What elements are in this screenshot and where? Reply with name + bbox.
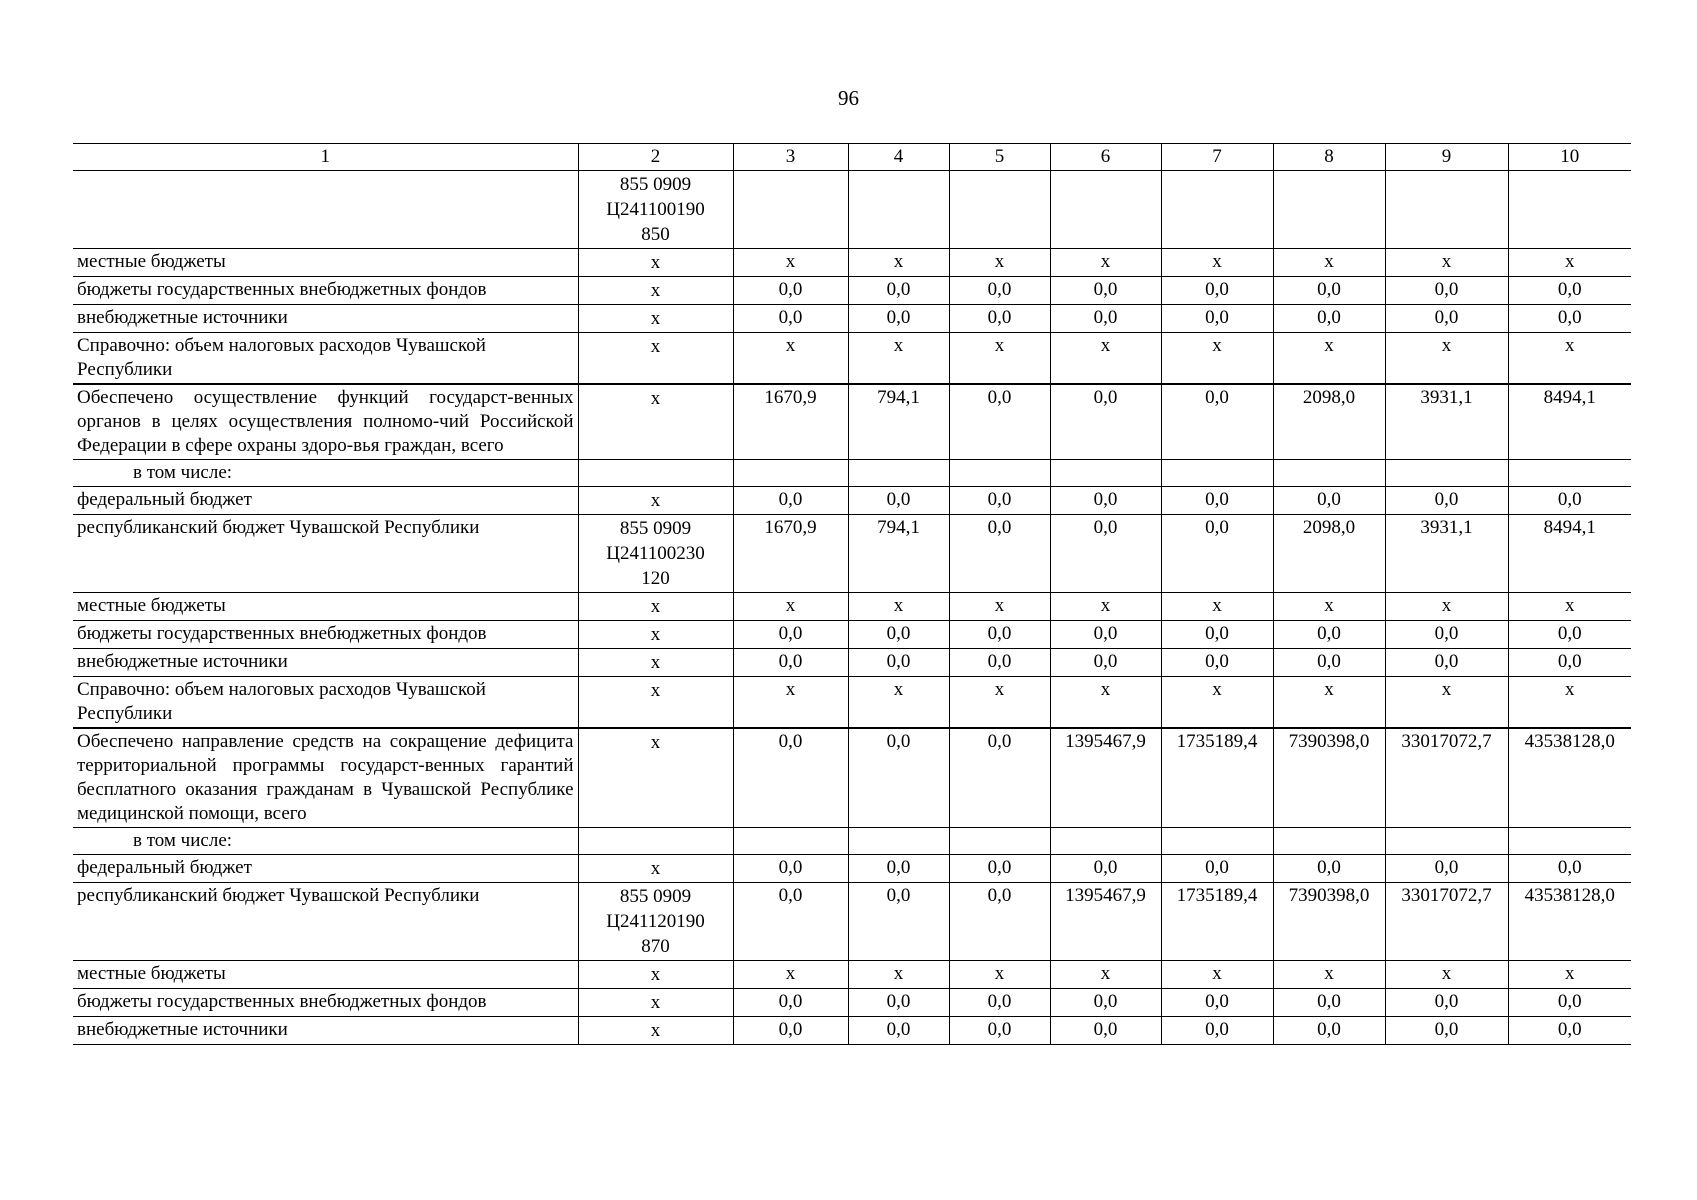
value-cell: 0,0 (1508, 649, 1631, 677)
budget-code: x (578, 384, 733, 460)
value-cell: 0,0 (733, 989, 848, 1017)
value-cell: x (949, 249, 1050, 277)
value-cell: 0,0 (949, 989, 1050, 1017)
row-label: бюджеты государственных внебюджетных фондов (73, 989, 578, 1017)
value-cell: 0,0 (733, 883, 848, 961)
value-cell: 0,0 (1161, 305, 1273, 333)
value-cell: 1670,9 (733, 515, 848, 593)
table-body (73, 144, 1631, 1045)
value-cell: 0,0 (733, 277, 848, 305)
column-header: 8 (1273, 144, 1385, 171)
value-cell: 0,0 (1508, 305, 1631, 333)
table-row (73, 649, 1631, 677)
value-cell: x (848, 333, 949, 385)
budget-code: x (578, 487, 733, 515)
value-cell: 0,0 (1050, 1017, 1161, 1045)
value-cell: 3931,1 (1385, 384, 1508, 460)
budget-code: x (578, 989, 733, 1017)
table-row (73, 593, 1631, 621)
value-cell: x (733, 593, 848, 621)
row-label: внебюджетные источники (73, 649, 578, 677)
value-cell (733, 171, 848, 249)
value-cell: 0,0 (1273, 487, 1385, 515)
row-label: местные бюджеты (73, 593, 578, 621)
value-cell (848, 828, 949, 855)
value-cell: x (1161, 961, 1273, 989)
value-cell: x (1161, 593, 1273, 621)
value-cell: 0,0 (1161, 1017, 1273, 1045)
value-cell (1050, 171, 1161, 249)
row-label: федеральный бюджет (73, 855, 578, 883)
value-cell: x (733, 677, 848, 729)
value-cell (1385, 171, 1508, 249)
value-cell (848, 171, 949, 249)
value-cell: x (1508, 333, 1631, 385)
table-row (73, 384, 1631, 460)
value-cell: 0,0 (733, 855, 848, 883)
table-row (73, 677, 1631, 729)
value-cell: 0,0 (949, 621, 1050, 649)
value-cell: 0,0 (949, 1017, 1050, 1045)
value-cell: 0,0 (949, 649, 1050, 677)
value-cell: 0,0 (1161, 989, 1273, 1017)
value-cell (1385, 828, 1508, 855)
table-row (73, 171, 1631, 249)
budget-code: x (578, 593, 733, 621)
value-cell: x (733, 249, 848, 277)
value-cell: x (1385, 961, 1508, 989)
value-cell: 0,0 (1508, 1017, 1631, 1045)
value-cell (848, 460, 949, 487)
value-cell (949, 171, 1050, 249)
value-cell: x (1273, 961, 1385, 989)
value-cell (1273, 828, 1385, 855)
value-cell: 0,0 (733, 487, 848, 515)
budget-code: x (578, 1017, 733, 1045)
budget-code: 855 0909 Ц241100230 120 (578, 515, 733, 593)
value-cell: 0,0 (1050, 515, 1161, 593)
value-cell: 0,0 (1273, 855, 1385, 883)
value-cell: x (1385, 677, 1508, 729)
column-header: 3 (733, 144, 848, 171)
value-cell: 0,0 (1385, 621, 1508, 649)
budget-code (578, 828, 733, 855)
value-cell: 0,0 (733, 305, 848, 333)
page-number: 96 (838, 86, 859, 110)
value-cell (1161, 828, 1273, 855)
budget-code: x (578, 961, 733, 989)
table-row (73, 621, 1631, 649)
value-cell: 8494,1 (1508, 515, 1631, 593)
value-cell (1508, 828, 1631, 855)
value-cell (733, 460, 848, 487)
budget-code: 855 0909 Ц241100190 850 (578, 171, 733, 249)
value-cell: 0,0 (949, 855, 1050, 883)
value-cell: 0,0 (1161, 277, 1273, 305)
value-cell: 0,0 (1273, 649, 1385, 677)
budget-code: x (578, 305, 733, 333)
value-cell: x (848, 677, 949, 729)
budget-table (73, 143, 1631, 1045)
value-cell: 33017072,7 (1385, 883, 1508, 961)
value-cell: 0,0 (1161, 855, 1273, 883)
budget-code: x (578, 249, 733, 277)
value-cell: x (1050, 593, 1161, 621)
value-cell: 0,0 (1385, 855, 1508, 883)
value-cell: x (949, 593, 1050, 621)
value-cell: x (1508, 961, 1631, 989)
table-row (73, 961, 1631, 989)
value-cell: x (1050, 961, 1161, 989)
row-label: внебюджетные источники (73, 305, 578, 333)
value-cell: 0,0 (1508, 277, 1631, 305)
value-cell: 0,0 (848, 989, 949, 1017)
value-cell: 0,0 (848, 855, 949, 883)
value-cell: x (733, 961, 848, 989)
value-cell: 0,0 (1050, 649, 1161, 677)
header-row (73, 144, 1631, 171)
value-cell: x (949, 677, 1050, 729)
value-cell (1050, 828, 1161, 855)
row-label: федеральный бюджет (73, 487, 578, 515)
value-cell: 0,0 (1508, 487, 1631, 515)
table-row (73, 828, 1631, 855)
row-label: бюджеты государственных внебюджетных фондов (73, 621, 578, 649)
value-cell: 0,0 (1050, 384, 1161, 460)
value-cell: 2098,0 (1273, 515, 1385, 593)
value-cell: x (1385, 249, 1508, 277)
budget-code (578, 460, 733, 487)
value-cell (1508, 171, 1631, 249)
value-cell: 0,0 (1385, 305, 1508, 333)
table-row (73, 460, 1631, 487)
value-cell: 0,0 (1273, 1017, 1385, 1045)
row-label: Обеспечено направление средств на сокращение дефицита территориальной программы государст-венных гарантий бесплатного оказания гражданам в Чувашской Республике медицинской помощи, всего (73, 728, 578, 828)
value-cell: 0,0 (733, 1017, 848, 1045)
value-cell (1161, 460, 1273, 487)
value-cell: 0,0 (1385, 277, 1508, 305)
value-cell: 7390398,0 (1273, 883, 1385, 961)
value-cell: x (1273, 677, 1385, 729)
budget-code: x (578, 855, 733, 883)
value-cell: 8494,1 (1508, 384, 1631, 460)
value-cell: 0,0 (1273, 305, 1385, 333)
value-cell: 0,0 (1508, 621, 1631, 649)
value-cell: 0,0 (949, 728, 1050, 828)
value-cell: 0,0 (848, 305, 949, 333)
value-cell: 0,0 (1508, 989, 1631, 1017)
value-cell: 33017072,7 (1385, 728, 1508, 828)
row-label: Справочно: объем налоговых расходов Чувашской Республики (73, 677, 578, 729)
value-cell: 0,0 (949, 277, 1050, 305)
value-cell: x (1385, 593, 1508, 621)
value-cell: 0,0 (1050, 855, 1161, 883)
column-header: 9 (1385, 144, 1508, 171)
value-cell: 0,0 (733, 728, 848, 828)
column-header: 5 (949, 144, 1050, 171)
value-cell: 0,0 (733, 649, 848, 677)
value-cell: x (848, 593, 949, 621)
value-cell (1385, 460, 1508, 487)
value-cell: x (1273, 333, 1385, 385)
column-header: 7 (1161, 144, 1273, 171)
row-label: местные бюджеты (73, 961, 578, 989)
value-cell: x (1273, 249, 1385, 277)
value-cell: 794,1 (848, 384, 949, 460)
row-label: республиканский бюджет Чувашской Республики (73, 883, 578, 961)
value-cell: 0,0 (1050, 277, 1161, 305)
row-label: бюджеты государственных внебюджетных фондов (73, 277, 578, 305)
value-cell (1273, 460, 1385, 487)
value-cell: 0,0 (1050, 487, 1161, 515)
value-cell: x (1385, 333, 1508, 385)
value-cell: 0,0 (1161, 649, 1273, 677)
table-row (73, 333, 1631, 385)
row-label: в том числе: (73, 460, 578, 487)
row-label (73, 171, 578, 249)
table-row (73, 249, 1631, 277)
value-cell: 0,0 (848, 621, 949, 649)
value-cell: 0,0 (1385, 649, 1508, 677)
value-cell: 0,0 (1508, 855, 1631, 883)
value-cell (1273, 171, 1385, 249)
value-cell (1508, 460, 1631, 487)
value-cell: 0,0 (1050, 305, 1161, 333)
table-row (73, 883, 1631, 961)
row-label: Справочно: объем налоговых расходов Чувашской Республики (73, 333, 578, 385)
value-cell: 0,0 (848, 883, 949, 961)
value-cell: 0,0 (949, 487, 1050, 515)
budget-code: x (578, 277, 733, 305)
column-header: 1 (73, 144, 578, 171)
value-cell: 794,1 (848, 515, 949, 593)
column-header: 2 (578, 144, 733, 171)
value-cell: 43538128,0 (1508, 728, 1631, 828)
row-label: Обеспечено осуществление функций государст-венных органов в целях осуществления полномо-чий Российской Федерации в сфере охраны здоро-вья граждан, всего (73, 384, 578, 460)
value-cell: 0,0 (848, 487, 949, 515)
value-cell: x (1161, 333, 1273, 385)
value-cell: 0,0 (1161, 487, 1273, 515)
value-cell: 0,0 (1273, 989, 1385, 1017)
value-cell: x (949, 961, 1050, 989)
row-label: в том числе: (73, 828, 578, 855)
value-cell: x (1508, 249, 1631, 277)
value-cell: 1735189,4 (1161, 883, 1273, 961)
value-cell: 0,0 (1161, 515, 1273, 593)
value-cell: x (1273, 593, 1385, 621)
value-cell: 0,0 (1385, 1017, 1508, 1045)
value-cell: 0,0 (733, 621, 848, 649)
table-row (73, 515, 1631, 593)
column-header: 6 (1050, 144, 1161, 171)
value-cell: 3931,1 (1385, 515, 1508, 593)
budget-code: x (578, 649, 733, 677)
budget-code: x (578, 621, 733, 649)
value-cell: 2098,0 (1273, 384, 1385, 460)
value-cell: x (1050, 677, 1161, 729)
value-cell: 1670,9 (733, 384, 848, 460)
table-row (73, 855, 1631, 883)
value-cell: 43538128,0 (1508, 883, 1631, 961)
value-cell: x (848, 961, 949, 989)
table-row (73, 305, 1631, 333)
value-cell (1161, 171, 1273, 249)
value-cell: x (848, 249, 949, 277)
value-cell: 0,0 (1050, 621, 1161, 649)
value-cell: 1395467,9 (1050, 883, 1161, 961)
value-cell: 0,0 (1385, 989, 1508, 1017)
value-cell: 0,0 (1161, 621, 1273, 649)
row-label: местные бюджеты (73, 249, 578, 277)
value-cell: 0,0 (949, 384, 1050, 460)
value-cell (1050, 460, 1161, 487)
value-cell: 0,0 (1050, 989, 1161, 1017)
value-cell: 0,0 (848, 277, 949, 305)
value-cell: 0,0 (949, 883, 1050, 961)
value-cell: x (949, 333, 1050, 385)
value-cell: x (733, 333, 848, 385)
table-row (73, 989, 1631, 1017)
value-cell: 0,0 (848, 1017, 949, 1045)
value-cell: 0,0 (1273, 277, 1385, 305)
value-cell: x (1050, 249, 1161, 277)
value-cell: 0,0 (1273, 621, 1385, 649)
row-label: внебюджетные источники (73, 1017, 578, 1045)
table-row (73, 277, 1631, 305)
value-cell: 0,0 (848, 728, 949, 828)
column-header: 10 (1508, 144, 1631, 171)
value-cell: x (1161, 249, 1273, 277)
budget-code: x (578, 728, 733, 828)
table-row (73, 728, 1631, 828)
value-cell: x (1508, 677, 1631, 729)
value-cell: 0,0 (949, 305, 1050, 333)
value-cell: 0,0 (1161, 384, 1273, 460)
value-cell: 0,0 (848, 649, 949, 677)
table-row (73, 1017, 1631, 1045)
value-cell: 0,0 (949, 515, 1050, 593)
value-cell (949, 828, 1050, 855)
budget-code: 855 0909 Ц241120190 870 (578, 883, 733, 961)
value-cell (733, 828, 848, 855)
value-cell: 0,0 (1385, 487, 1508, 515)
value-cell: 7390398,0 (1273, 728, 1385, 828)
table-row (73, 487, 1631, 515)
value-cell (949, 460, 1050, 487)
budget-code: x (578, 333, 733, 385)
value-cell: x (1050, 333, 1161, 385)
row-label: республиканский бюджет Чувашской Республики (73, 515, 578, 593)
budget-code: x (578, 677, 733, 729)
value-cell: x (1508, 593, 1631, 621)
value-cell: 1735189,4 (1161, 728, 1273, 828)
column-header: 4 (848, 144, 949, 171)
value-cell: 1395467,9 (1050, 728, 1161, 828)
value-cell: x (1161, 677, 1273, 729)
